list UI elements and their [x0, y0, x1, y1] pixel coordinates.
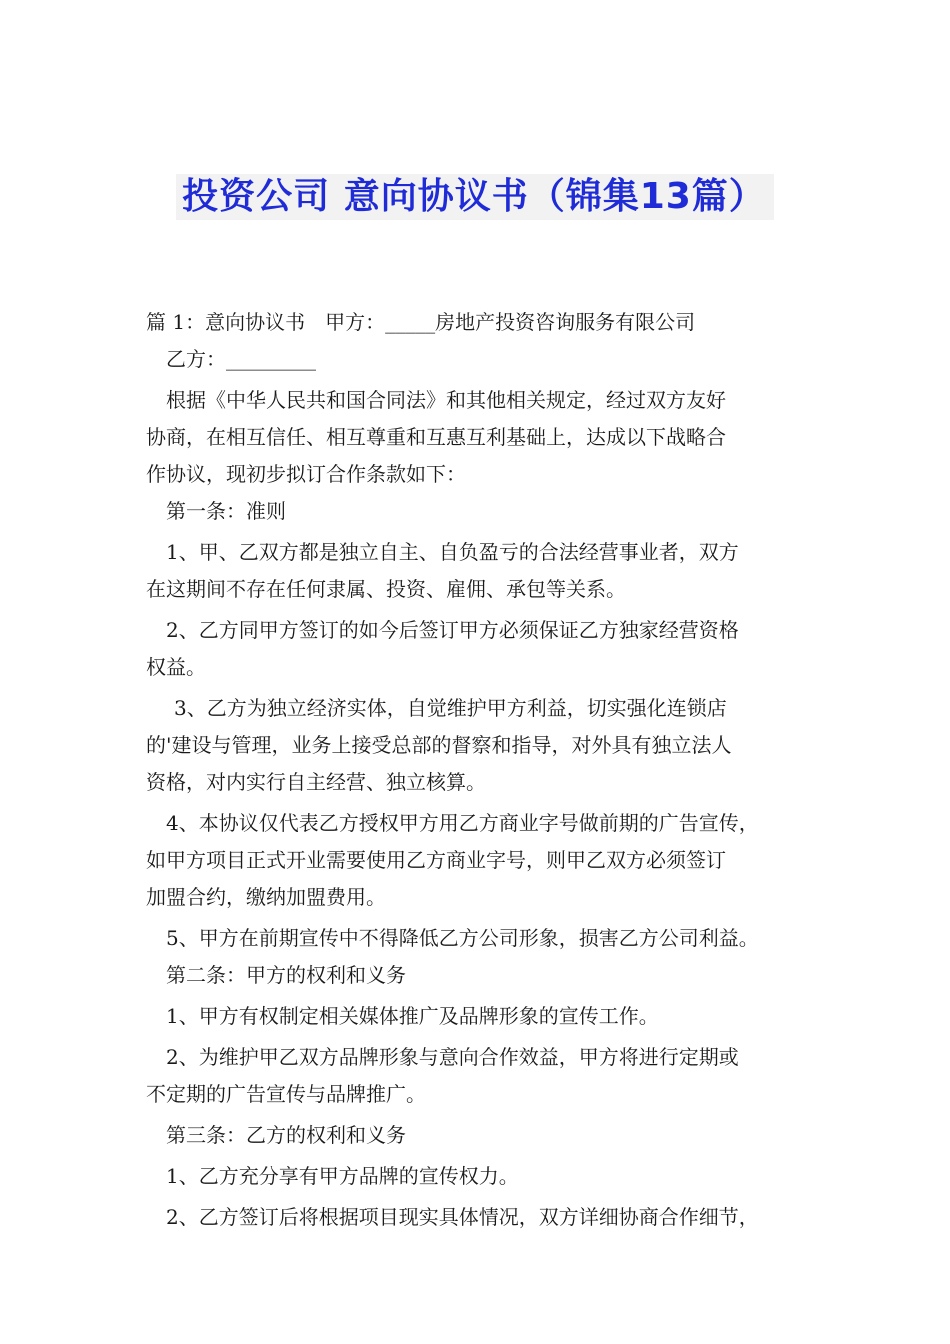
body-line: 1、甲、乙双方都是独立自主、自负盈亏的合法经营事业者，双方 — [166, 540, 739, 564]
body-line: 根据《中华人民共和国合同法》和其他相关规定，经过双方友好 — [166, 388, 726, 412]
body-line: 第三条：乙方的权利和义务 — [166, 1123, 406, 1147]
body-line: 权益。 — [146, 655, 206, 679]
body-line: 5、甲方在前期宣传中不得降低乙方公司形象，损害乙方公司利益。 — [166, 926, 759, 950]
body-line: 2、为维护甲乙双方品牌形象与意向合作效益，甲方将进行定期或 — [166, 1045, 739, 1069]
body-line: 如甲方项目正式开业需要使用乙方商业字号，则甲乙双方必须签订 — [146, 848, 726, 872]
body-line: 协商，在相互信任、相互尊重和互惠互利基础上，达成以下战略合 — [146, 425, 726, 449]
body-line: 篇 1：意向协议书 甲方：_____房地产投资咨询服务有限公司 — [146, 310, 696, 334]
body-line: 2、乙方签订后将根据项目现实具体情况，双方详细协商合作细节， — [166, 1205, 759, 1229]
body-line: 1、乙方充分享有甲方品牌的宣传权力。 — [166, 1164, 519, 1188]
body-line: 3、乙方为独立经济实体，自觉维护甲方利益，切实强化连锁店 — [174, 696, 727, 720]
body-line: 资格，对内实行自主经营、独立核算。 — [146, 770, 486, 794]
document-body — [146, 304, 814, 1236]
body-line: 第一条：准则 — [166, 499, 286, 523]
body-line: 的'建设与管理，业务上接受总部的督察和指导，对外具有独立法人 — [146, 733, 732, 757]
body-line: 加盟合约，缴纳加盟费用。 — [146, 885, 386, 909]
title-container — [0, 174, 950, 220]
body-line: 不定期的广告宣传与品牌推广。 — [146, 1082, 426, 1106]
body-line: 1、甲方有权制定相关媒体推广及品牌形象的宣传工作。 — [166, 1004, 659, 1028]
body-line: 4、本协议仅代表乙方授权甲方用乙方商业字号做前期的广告宣传， — [166, 811, 759, 835]
body-line: 2、乙方同甲方签订的如今后签订甲方必须保证乙方独家经营资格 — [166, 618, 739, 642]
body-line: 第二条：甲方的权利和义务 — [166, 963, 406, 987]
body-line: 在这期间不存在任何隶属、投资、雇佣、承包等关系。 — [146, 577, 626, 601]
document-title: 投资公司 意向协议书（锦集13篇） — [176, 174, 774, 220]
body-line: 作协议，现初步拟订合作条款如下： — [146, 462, 466, 486]
body-line: 乙方：_________ — [166, 347, 316, 371]
